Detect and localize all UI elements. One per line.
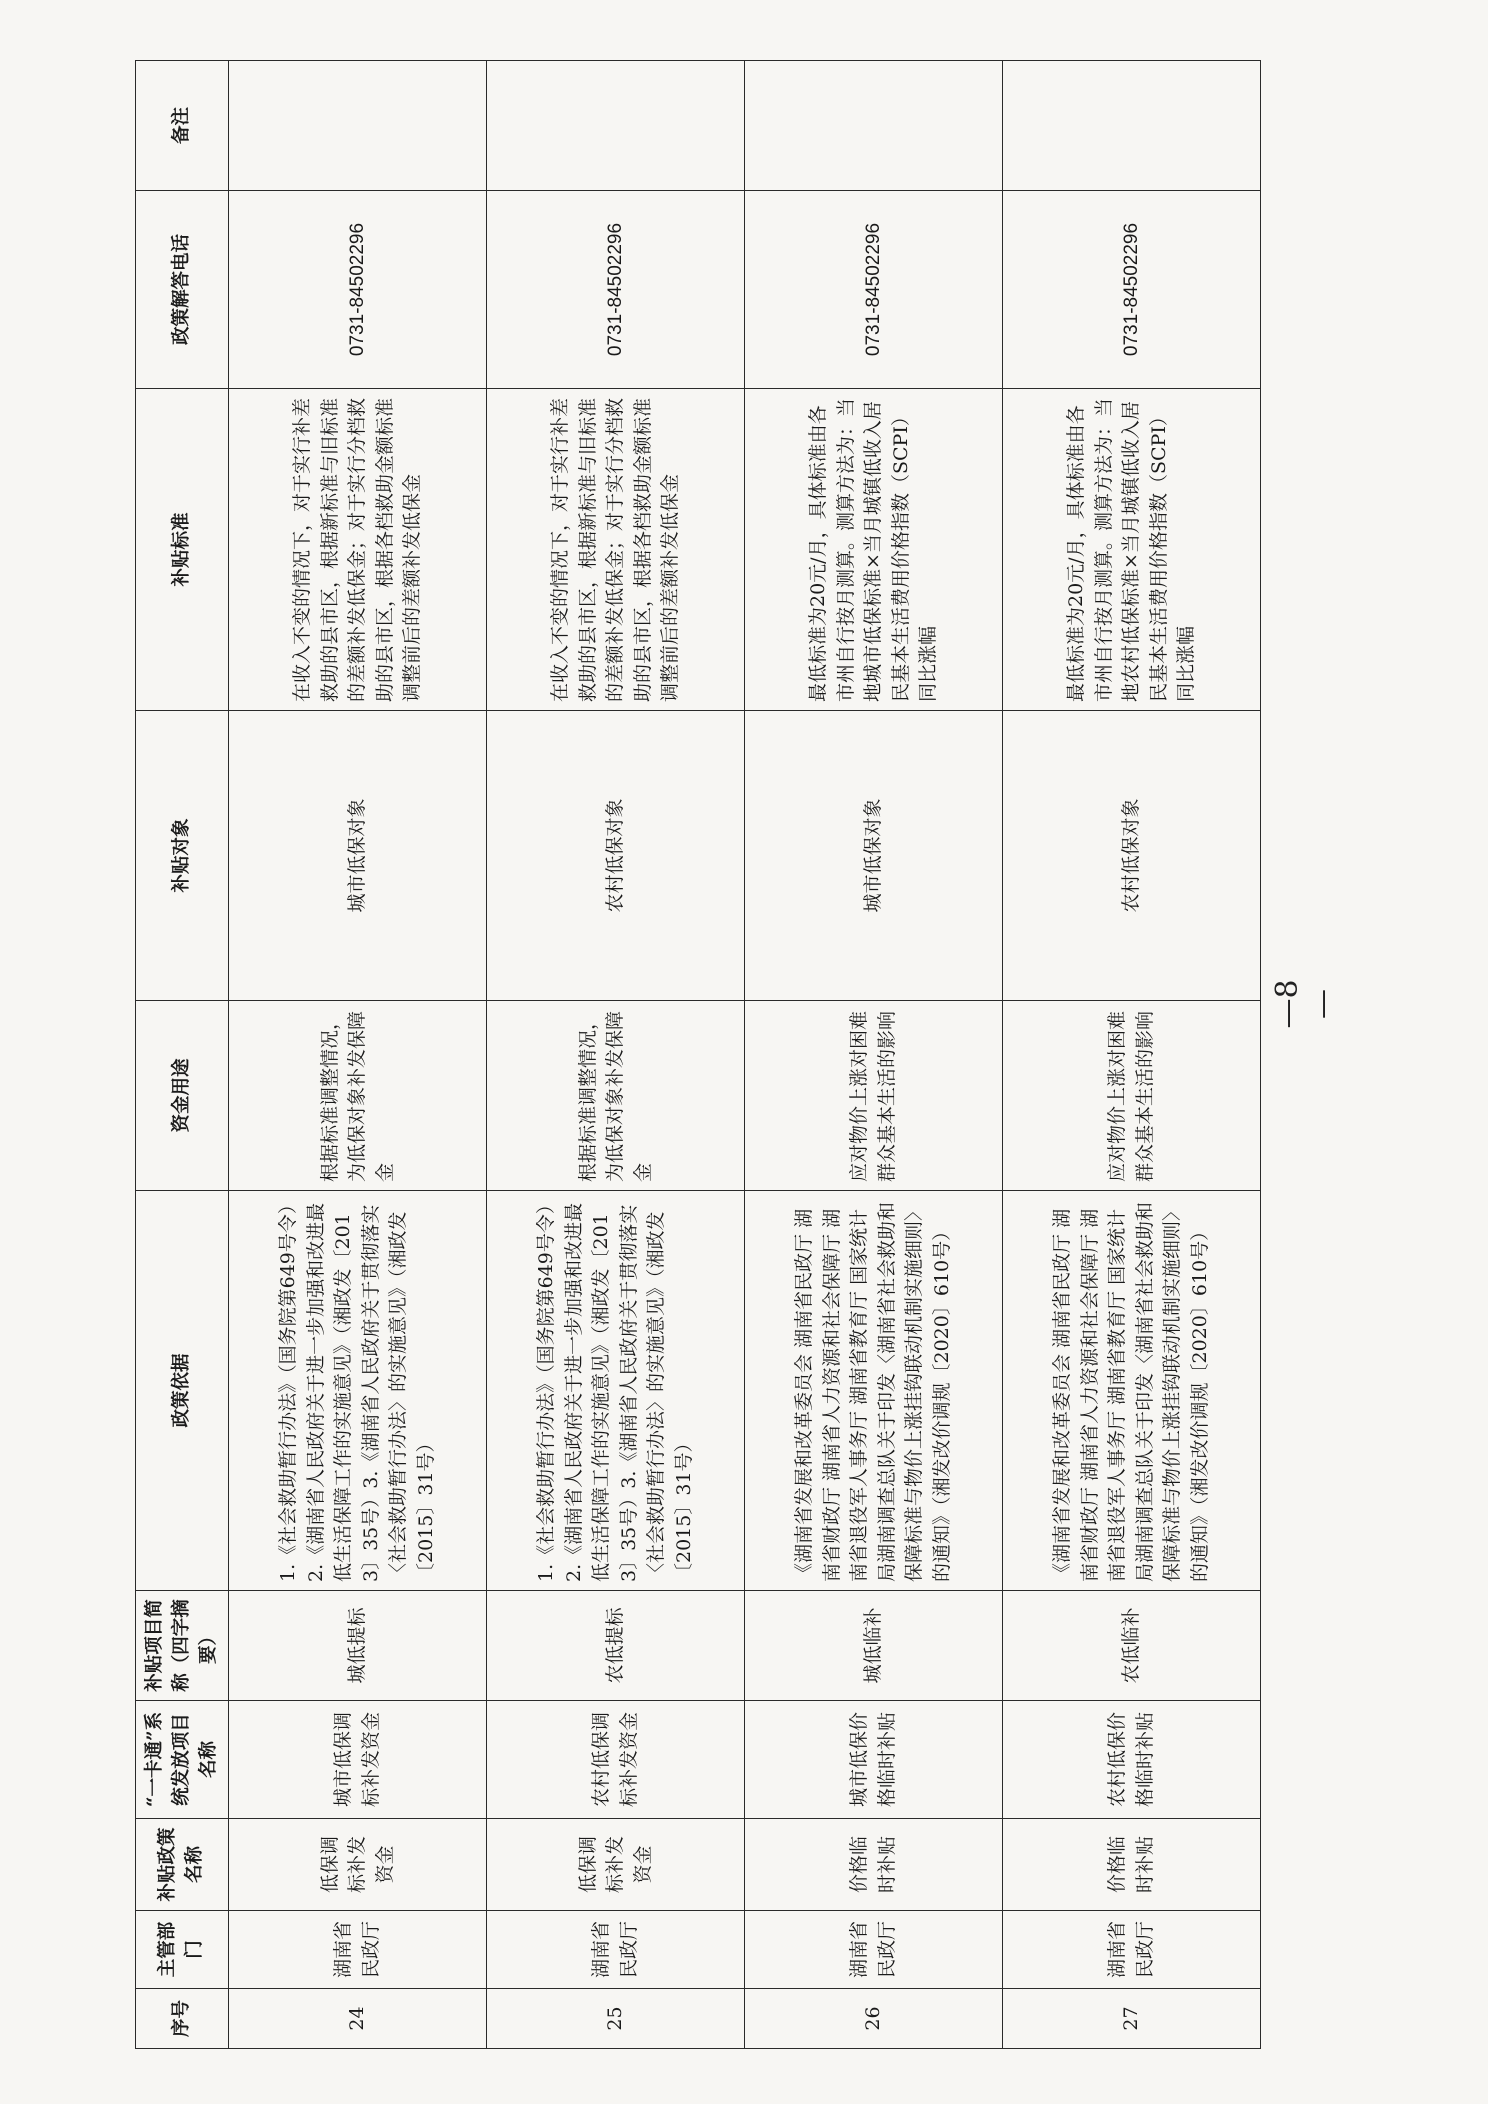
cell-phone: 0731-84502296 (745, 191, 1003, 389)
table-row (1003, 61, 1261, 2049)
cell-note (745, 61, 1003, 191)
cell-card-item: 城市低保价格临时补贴 (745, 1701, 1003, 1819)
cell-seq: 27 (1003, 1989, 1261, 2049)
header-note: 备注 (136, 61, 229, 191)
cell-card-item: 农村低保调标补发资金 (487, 1701, 745, 1819)
header-dept: 主管部门 (136, 1911, 229, 1989)
header-seq: 序号 (136, 1989, 229, 2049)
cell-standard: 最低标准为20元/月，具体标准由各市州自行按月测算。测算方法为：当地城市低保标准×当月城镇低收入居民基本生活费用价格指数（SCPI）同比涨幅 (745, 389, 1003, 711)
cell-basis: 《湖南省发展和改革委员会 湖南省民政厅 湖南省财政厅 湖南省人力资源和社会保障厅 湖南省退役军人事务厅 湖南省教育厅 国家统计局湖南调查总队关于印发〈湖南省社会救助和保障标准与物价上涨挂钩联动机制实施细则〉的通知》（湘发改价调规〔2020〕610号） (1003, 1191, 1261, 1591)
cell-short-name: 城低提标 (229, 1591, 487, 1701)
header-policy-name: 补贴政策名称 (136, 1819, 229, 1911)
cell-standard: 在收入不变的情况下，对于实行补差救助的县市区，根据新标准与旧标准的差额补发低保金；对于实行分档救助的县市区，根据各档救助金额标准调整前后的差额补发低保金 (487, 389, 745, 711)
cell-target: 城市低保对象 (229, 711, 487, 1001)
subsidy-table (135, 60, 1261, 2049)
cell-policy-name: 低保调标补发资金 (229, 1819, 487, 1911)
cell-fund-use: 应对物价上涨对困难群众基本生活的影响 (745, 1001, 1003, 1191)
cell-policy-name: 价格临时补贴 (1003, 1819, 1261, 1911)
cell-phone: 0731-84502296 (229, 191, 487, 389)
cell-fund-use: 根据标准调整情况，为低保对象补发保障金 (229, 1001, 487, 1191)
header-short-name: 补贴项目简称（四字摘要） (136, 1591, 229, 1701)
header-card-item: “一卡通”系统发放项目名称 (136, 1701, 229, 1819)
header-basis: 政策依据 (136, 1191, 229, 1591)
cell-fund-use: 根据标准调整情况，为低保对象补发保障金 (487, 1001, 745, 1191)
cell-card-item: 农村低保价格临时补贴 (1003, 1701, 1261, 1819)
cell-note (229, 61, 487, 191)
table-header-row (136, 61, 229, 2049)
header-fund-use: 资金用途 (136, 1001, 229, 1191)
header-phone: 政策解答电话 (136, 191, 229, 389)
cell-basis: 1.《社会救助暂行办法》（国务院第649号令）2.《湖南省人民政府关于进一步加强和改进最低生活保障工作的实施意见》（湘政发〔2013〕35号）3.《湖南省人民政府关于贯彻落实〈社会救助暂行办法〉的实施意见》（湘政发〔2015〕31号） (487, 1191, 745, 1591)
header-standard: 补贴标准 (136, 389, 229, 711)
cell-short-name: 农低临补 (1003, 1591, 1261, 1701)
cell-basis: 1.《社会救助暂行办法》（国务院第649号令）2.《湖南省人民政府关于进一步加强和改进最低生活保障工作的实施意见》（湘政发〔2013〕35号）3.《湖南省人民政府关于贯彻落实〈社会救助暂行办法〉的实施意见》（湘政发〔2015〕31号） (229, 1191, 487, 1591)
cell-card-item: 城市低保调标补发资金 (229, 1701, 487, 1819)
cell-standard: 在收入不变的情况下，对于实行补差救助的县市区，根据新标准与旧标准的差额补发低保金；对于实行分档救助的县市区，根据各档救助金额标准调整前后的差额补发低保金 (229, 389, 487, 711)
cell-basis: 《湖南省发展和改革委员会 湖南省民政厅 湖南省财政厅 湖南省人力资源和社会保障厅 湖南省退役军人事务厅 湖南省教育厅 国家统计局湖南调查总队关于印发〈湖南省社会救助和保障标准与物价上涨挂钩联动机制实施细则〉的通知》（湘发改价调规〔2020〕610号） (745, 1191, 1003, 1591)
table-row (745, 61, 1003, 2049)
cell-dept: 湖南省民政厅 (745, 1911, 1003, 1989)
cell-standard: 最低标准为20元/月，具体标准由各市州自行按月测算。测算方法为：当地农村低保标准×当月城镇低收入居民基本生活费用价格指数（SCPI）同比涨幅 (1003, 389, 1261, 711)
cell-fund-use: 应对物价上涨对困难群众基本生活的影响 (1003, 1001, 1261, 1191)
header-target: 补贴对象 (136, 711, 229, 1001)
cell-policy-name: 低保调标补发资金 (487, 1819, 745, 1911)
cell-dept: 湖南省民政厅 (229, 1911, 487, 1989)
table-row (487, 61, 745, 2049)
table-row (229, 61, 487, 2049)
cell-phone: 0731-84502296 (1003, 191, 1261, 389)
cell-note (487, 61, 745, 191)
cell-phone: 0731-84502296 (487, 191, 745, 389)
page-number: —8— (1270, 979, 1340, 1029)
cell-seq: 25 (487, 1989, 745, 2049)
cell-seq: 24 (229, 1989, 487, 2049)
cell-note (1003, 61, 1261, 191)
cell-target: 城市低保对象 (745, 711, 1003, 1001)
cell-short-name: 城低临补 (745, 1591, 1003, 1701)
cell-seq: 26 (745, 1989, 1003, 2049)
cell-policy-name: 价格临时补贴 (745, 1819, 1003, 1911)
cell-target: 农村低保对象 (1003, 711, 1261, 1001)
cell-short-name: 农低提标 (487, 1591, 745, 1701)
cell-dept: 湖南省民政厅 (1003, 1911, 1261, 1989)
cell-dept: 湖南省民政厅 (487, 1911, 745, 1989)
cell-target: 农村低保对象 (487, 711, 745, 1001)
